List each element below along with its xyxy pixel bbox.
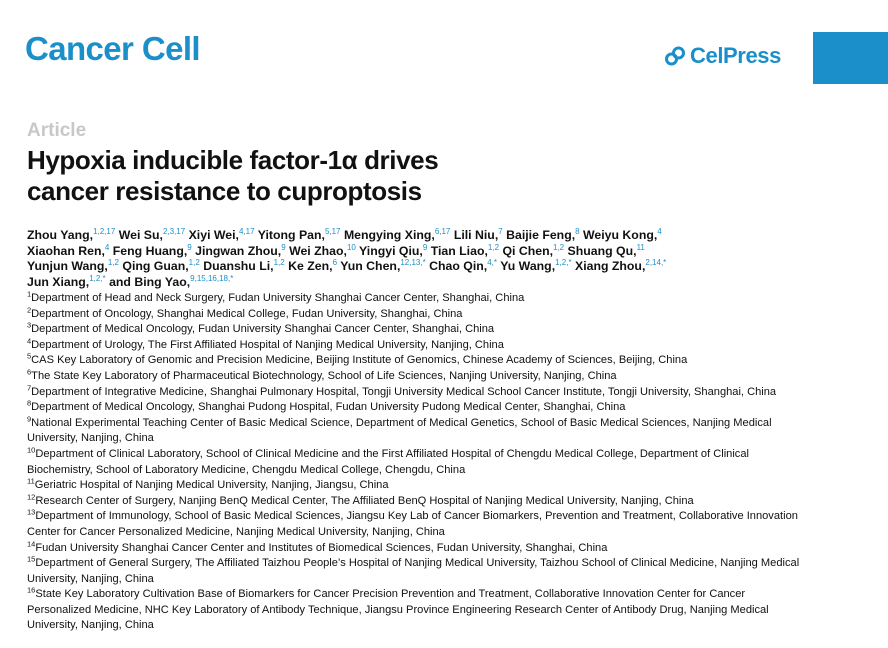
affiliation-item <box>27 447 807 478</box>
author[interactable]: Yingyi Qiu,$^9$ <box>359 242 428 258</box>
author-name: Ke Zen <box>288 259 330 273</box>
affiliation-text: National Experimental Teaching Center of Basic Medical Science, Department of Medical Genetics, School of Basic Medical Sciences, Nanjing Medical University, Nanjing, China <box>27 416 772 445</box>
affiliation-number: 1 <box>27 289 32 299</box>
affiliation-text: Department of Head and Neck Surgery, Fudan University Shanghai Cancer Center, Shanghai, China <box>31 292 525 304</box>
author[interactable]: Weiyu Kong,$^4$ <box>583 226 662 242</box>
author-affiliation-ref[interactable]: 12,13,* <box>400 257 426 267</box>
author-affiliation-ref[interactable]: 1,2 <box>273 257 285 267</box>
author[interactable]: Feng Huang,$^9$ <box>112 242 192 258</box>
author-affiliation-ref[interactable]: 1,2 <box>107 257 119 267</box>
affiliation-text: Department of Oncology, Shanghai Medical College, Fudan University, Shanghai, China <box>31 307 463 320</box>
author[interactable]: Ke Zen,$^6$ <box>288 257 338 273</box>
author-name: Zhou Yang <box>27 228 90 242</box>
author[interactable]: Qing Guan,$^{1,2}$ <box>122 257 200 273</box>
affiliation-number: 12 <box>27 492 36 502</box>
author-name: Yingyi Qiu <box>359 243 420 258</box>
author-name: Wei Su <box>118 228 160 242</box>
author-name: Jingwan Zhou <box>195 243 278 258</box>
affiliation-number: 14 <box>27 538 36 548</box>
affiliation-text: Department of Urology, The First Affiliated Hospital of Nanjing Medical University, Nanjing, China <box>31 338 504 351</box>
journal-name: Cancer Cell <box>25 30 200 67</box>
author-affiliation-ref[interactable]: 1,2 <box>487 242 500 252</box>
affiliation-text: Fudan University Shanghai Cancer Center and Institutes of Biomedical Sciences, Fudan University, Shanghai, China <box>35 541 608 554</box>
publisher-logo[interactable] <box>664 45 781 67</box>
author-affiliation-ref[interactable]: 1,2,* <box>555 257 572 267</box>
author-name: Qi Chen <box>502 243 550 258</box>
author-affiliation-ref[interactable]: 1,2 <box>188 257 200 267</box>
author[interactable]: Xiaohan Ren,$^4$ <box>27 242 110 258</box>
affiliation-number: 8 <box>27 398 32 408</box>
author-affiliation-ref[interactable]: 9,15,16,18,* <box>190 273 234 283</box>
affiliation-number: 11 <box>27 476 35 486</box>
author-affiliation-ref[interactable]: 5,17 <box>324 226 341 236</box>
affiliation-text: Department of Immunology, School of Basic Medical Sciences, Jiangsu Key Lab of Cancer Biomarkers, Prevention and Treatment, Collaborative Innovation Center for Cancer Personalized Medicine, Nanjing Medical University, Nanjing, China <box>27 510 798 538</box>
affiliation-item <box>27 338 807 354</box>
affiliation-text: Department of Integrative Medicine, Shanghai Pulmonary Hospital, Tongji University Medical School Cancer Institute, Tongji University, Shanghai, China <box>31 385 777 398</box>
affiliation-list <box>27 291 807 634</box>
author-name: Bing Yao <box>134 274 187 289</box>
affiliation-item <box>27 587 807 634</box>
article-type-label: Article <box>27 120 87 141</box>
author-affiliation-ref[interactable]: 4 <box>104 242 110 252</box>
author-affiliation-ref[interactable]: 7 <box>498 226 503 236</box>
author[interactable]: Yu Wang,$^{1,2,*}$ <box>500 257 572 273</box>
author-affiliation-ref[interactable]: 6,17 <box>434 226 451 236</box>
author[interactable]: Tian Liao,$^{1,2}$ <box>430 242 500 258</box>
affiliation-text: Geriatric Hospital of Nanjing Medical University, Nanjing, Jiangsu, China <box>34 479 389 492</box>
author-name: Feng Huang <box>112 243 184 258</box>
author[interactable]: Zhou Yang,$^{1,2,17}$ <box>27 226 116 242</box>
author-affiliation-ref[interactable]: 2,14,* <box>645 257 667 267</box>
author-affiliation-ref[interactable]: 9 <box>281 242 286 252</box>
author[interactable]: Yun Chen,$^{12,13,*}$ <box>340 257 426 273</box>
cellpress-logo-icon <box>664 45 686 67</box>
affiliation-number: 7 <box>27 382 32 392</box>
affiliation-number: 4 <box>27 336 32 346</box>
affiliation-text: CAS Key Laboratory of Genomic and Precision Medicine, Beijing Institute of Genomics, Chinese Academy of Sciences, Beijing, China <box>31 354 688 367</box>
affiliation-item <box>27 538 807 557</box>
author-affiliation-ref[interactable]: 1,2,17 <box>93 226 116 236</box>
author[interactable]: Bing Yao,$^{9,15,16,18,*}$ <box>134 273 234 289</box>
author-name: Baijie Feng <box>506 228 572 242</box>
author[interactable]: Xiyi Wei,$^{4,17}$ <box>188 226 255 242</box>
author[interactable]: Shuang Qu,$^{11}$ <box>567 242 645 258</box>
author[interactable]: Lili Niu,$^7$ <box>453 226 503 242</box>
author-affiliation-ref[interactable]: 1,2,* <box>89 273 106 283</box>
author-affiliation-ref[interactable]: 10 <box>346 242 356 252</box>
affiliation-number: 16 <box>27 585 36 595</box>
affiliation-item <box>27 478 807 494</box>
affiliation-number: 9 <box>27 414 32 424</box>
affiliation-item <box>27 322 807 338</box>
author-name: Xiaohan Ren <box>27 243 102 258</box>
author-affiliation-ref[interactable]: 6 <box>332 257 338 267</box>
author-name: Yitong Pan <box>257 228 322 242</box>
author-affiliation-ref[interactable]: 11 <box>636 242 645 252</box>
author-name: Xiyi Wei <box>188 228 236 242</box>
author[interactable]: Jun Xiang,$^{1,2,*}$ <box>27 273 106 289</box>
affiliation-item <box>27 400 807 416</box>
journal-color-block <box>813 32 888 84</box>
affiliation-item <box>27 353 807 369</box>
affiliation-text: Department of Clinical Laboratory, School of Clinical Medicine and the First Affiliated Hospital of Chengdu Medical College, Department of Clinical Biochemistry, School of Laboratory Medicine, Chengdu Medical College, Chengdu, China <box>27 447 749 476</box>
author[interactable]: Wei Su,$^{2,3,17}$ <box>118 226 186 242</box>
affiliation-text: Department of Medical Oncology, Shanghai Pudong Hospital, Fudan University Pudong Medical Center, Shanghai, China <box>31 401 626 414</box>
author-name: Tian Liao <box>430 243 485 258</box>
author-list: Zhou Yang,$^{1,2,17}$ Wei Su,$^{2,3,17}$ Xiyi Wei,$^{4,17}$ Yitong Pan,$^{5,17}$ Mengying Xing,$^{6,17}$ Lili Niu,$^7$ Baijie Feng,$^8$ Weiyu Kong,$^4$ Xiaohan Ren,$^4$ Feng Huang,$^9$ Jingwan Zhou,$^9$ Wei Zhao,$^{10}$ Yingyi Qiu,$^9$ Tian Liao,$^{1,2}$ Qi Chen,$^{1,2}$ Shuang Qu,$^{11}$ Yunjun Wang,$^{1,2}$ Qing Guan,$^{1,2}$ Duanshu Li,$^{1,2}$ Ke Zen,$^6$ Yun Chen,$^{12,13,*}$ Chao Qin,$^{4,*}$ Yu Wang,$^{1,2,*}$ Xiang Zhou,$^{2,14,*}$ Jun Xiang,$^{1,2,*}$ and Bing Yao,$^{9,15,16,18,*}$ <box>27 226 667 289</box>
author-name: Wei Zhao <box>289 243 344 258</box>
author-name: Xiang Zhou <box>575 259 642 273</box>
affiliation-text: Department of Medical Oncology, Fudan University Shanghai Cancer Center, Shanghai, China <box>31 323 495 336</box>
affiliation-item <box>27 304 807 323</box>
affiliation-text: Research Center of Surgery, Nanjing BenQ Medical Center, The Affiliated BenQ Hospital of Nanjing Medical University, Nanjing, China <box>35 494 694 507</box>
affiliation-item <box>27 556 807 587</box>
author-name: Jun Xiang <box>27 274 86 289</box>
author[interactable]: Chao Qin,$^{4,*}$ <box>429 257 498 273</box>
affiliation-number: 5 <box>27 351 32 361</box>
publisher-name: CelPress <box>690 43 781 68</box>
author-affiliation-ref[interactable]: 4,17 <box>238 226 255 236</box>
author-name: Yu Wang <box>500 259 552 273</box>
affiliation-text: The State Key Laboratory of Pharmaceutical Biotechnology, School of Life Sciences, Nanjing University, Nanjing, China <box>31 369 617 382</box>
affiliation-text: Department of General Surgery, The Affiliated Taizhou People’s Hospital of Nanjing Medical University, Taizhou School of Clinical Medicine, Nanjing Medical University, Nanjing, China <box>27 557 800 585</box>
affiliation-number: 3 <box>27 320 32 330</box>
author-name: Weiyu Kong <box>583 228 654 242</box>
author-affiliation-ref[interactable]: 2,3,17 <box>162 226 186 236</box>
author-affiliation-ref[interactable]: 1,2 <box>553 242 565 252</box>
author-name: Duanshu Li <box>203 259 271 273</box>
affiliation-item <box>27 291 807 307</box>
affiliation-number: 10 <box>27 445 36 455</box>
affiliation-number: 15 <box>27 554 36 564</box>
author-name: Qing Guan <box>122 259 186 273</box>
author[interactable]: Xiang Zhou,$^{2,14,*}$ <box>575 257 667 273</box>
author-affiliation-ref[interactable]: 4,* <box>487 257 498 267</box>
author[interactable]: Yitong Pan,$^{5,17}$ <box>257 226 341 242</box>
title-line-2: cancer resistance to cuproptosis <box>27 176 422 206</box>
author[interactable]: Yunjun Wang,$^{1,2}$ <box>27 257 119 273</box>
author-affiliation-ref[interactable]: 9 <box>422 242 428 252</box>
author[interactable]: Duanshu Li,$^{1,2}$ <box>203 257 285 273</box>
affiliation-number: 2 <box>27 304 32 314</box>
affiliation-item <box>27 382 807 401</box>
author-name: Chao Qin <box>429 259 484 273</box>
author-affiliation-ref[interactable]: 8 <box>575 226 580 236</box>
author[interactable]: Jingwan Zhou,$^9$ <box>195 242 286 258</box>
title-line-1: Hypoxia inducible factor-1α drives <box>27 145 439 175</box>
author-affiliation-ref[interactable]: 9 <box>187 242 192 252</box>
affiliation-item <box>27 494 807 510</box>
affiliation-text: State Key Laboratory Cultivation Base of Biomarkers for Cancer Precision Prevention and Treatment, Collaborative Innovation Center for Cancer Personalized Medicine, NHC Key Laboratory of Antibody Technique, Jiangsu Province Engineering Research Center of Antibody Drug, Nanjing Medical University, Nanjing, China <box>27 588 769 632</box>
author-name: Mengying Xing <box>343 228 432 242</box>
author-name: Lili Niu <box>453 228 495 242</box>
author[interactable]: Qi Chen,$^{1,2}$ <box>502 242 565 258</box>
author-name: Yun Chen <box>340 259 397 273</box>
affiliation-item <box>27 509 807 540</box>
author[interactable]: Wei Zhao,$^{10}$ <box>289 242 356 258</box>
author-name: Shuang Qu <box>567 243 634 258</box>
author[interactable]: Mengying Xing,$^{6,17}$ <box>343 226 451 242</box>
affiliation-number: 6 <box>27 367 32 377</box>
article-title <box>27 145 647 207</box>
affiliation-item <box>27 416 807 447</box>
author-name: Yunjun Wang <box>27 259 105 273</box>
affiliation-item <box>27 369 807 385</box>
author-affiliation-ref[interactable]: 4 <box>657 226 662 236</box>
affiliation-number: 13 <box>27 507 36 517</box>
author[interactable]: Baijie Feng,$^8$ <box>506 226 580 242</box>
